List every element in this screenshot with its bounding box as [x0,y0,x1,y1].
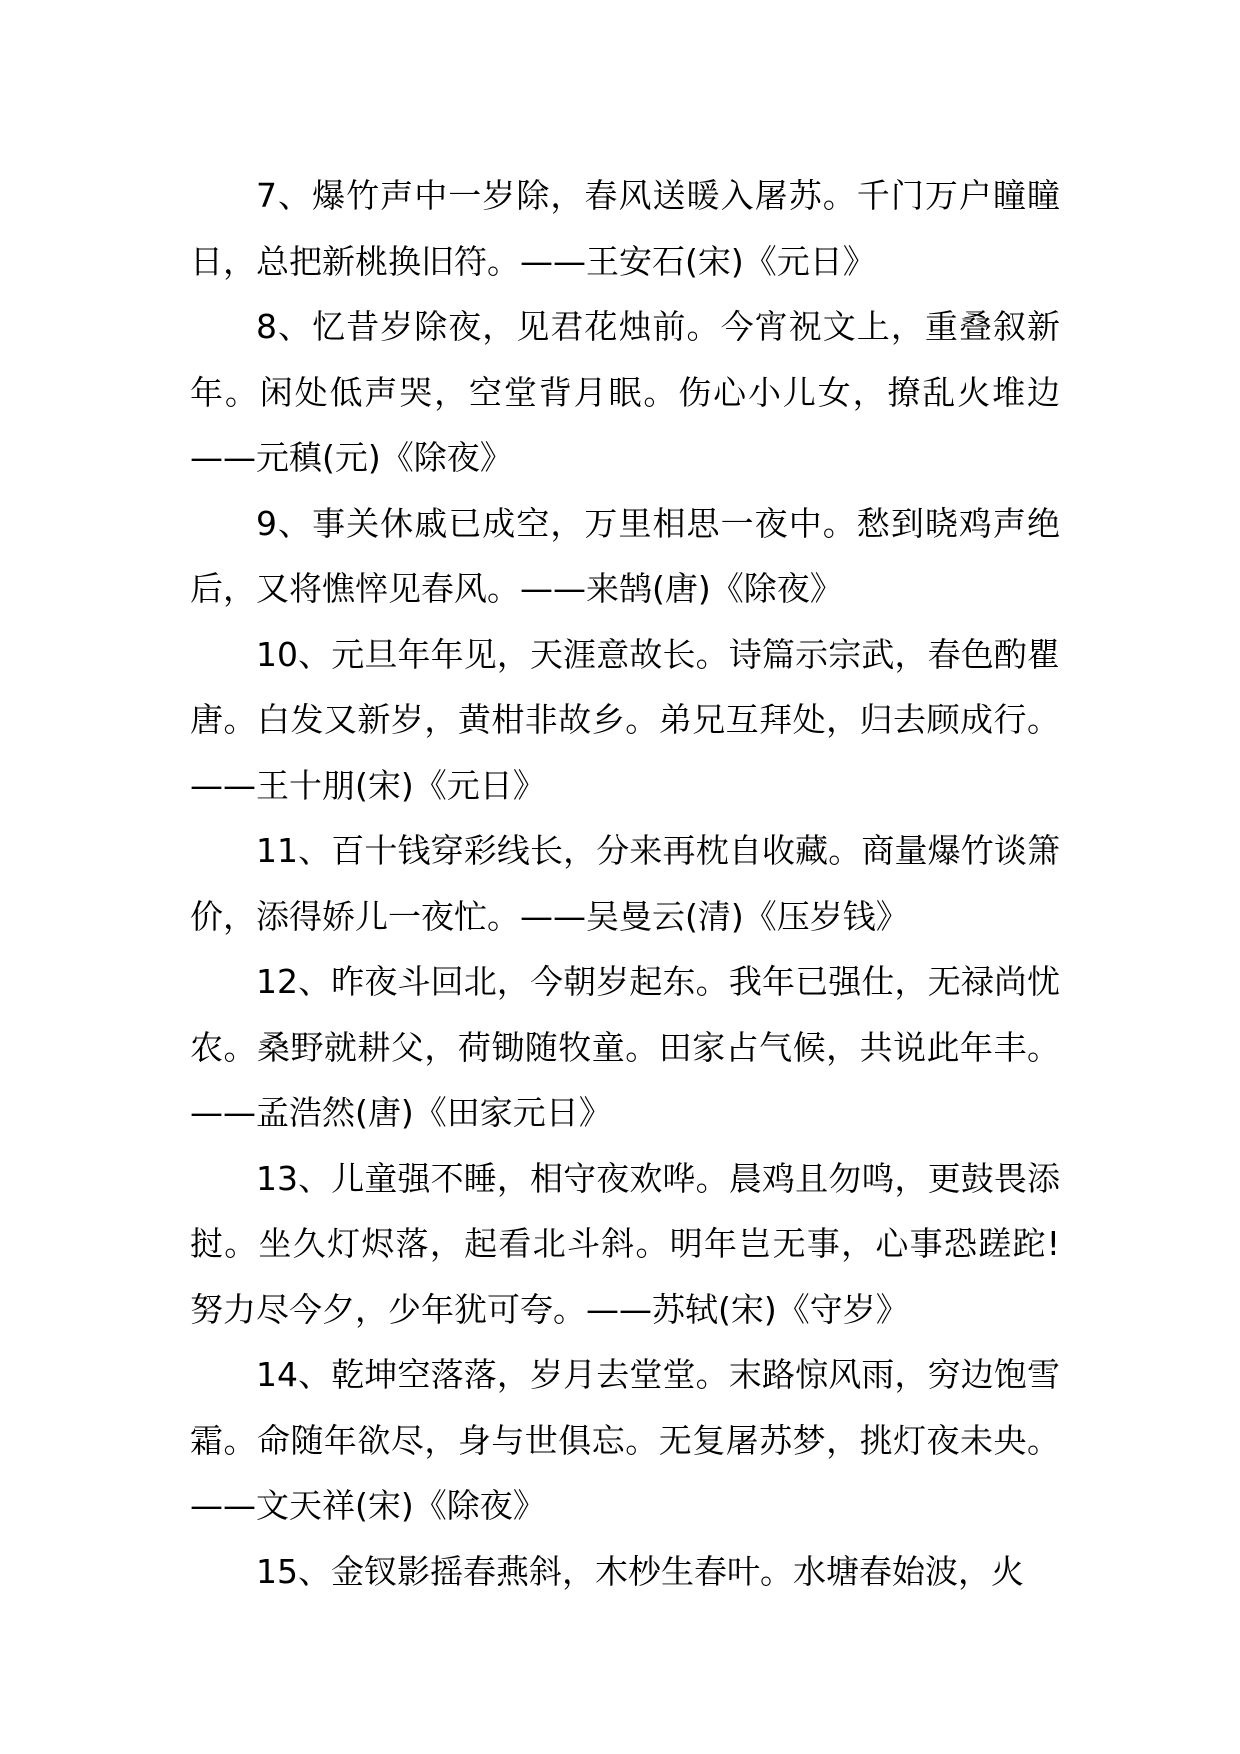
poem-paragraph-14: 14、乾坤空落落，岁月去堂堂。末路惊风雨，穷边饱雪霜。命随年欲尽，身与世俱忘。无复屠苏梦，挑灯夜未央。——文天祥(宋)《除夜》 [190,1355,1060,1525]
poem-paragraph-13: 13、儿童强不睡，相守夜欢哗。晨鸡且勿鸣，更鼓畏添挝。坐久灯烬落，起看北斗斜。明年岂无事，心事恐蹉跎!努力尽今夕，少年犹可夸。——苏轼(宋)《守岁》 [190,1158,1060,1329]
poem-paragraph-9: 9、事关休戚已成空，万里相思一夜中。愁到晓鸡声绝后，又将憔悴见春风。——来鹄(唐)《除夜》 [190,503,1060,608]
document-body [190,163,1060,1604]
poem-paragraph-11: 11、百十钱穿彩线长，分来再枕自收藏。商量爆竹谈箫价，添得娇儿一夜忙。——吴曼云(清)《压岁钱》 [190,831,1060,936]
poem-paragraph-15: 15、金钗影摇春燕斜，木杪生春叶。水塘春始波，火 [256,1551,1024,1591]
poem-paragraph-10: 10、元旦年年见，天涯意故长。诗篇示宗武，春色酌瞿唐。白发又新岁，黄柑非故乡。弟兄互拜处，归去顾成行。——王十朋(宋)《元日》 [190,634,1060,805]
poem-paragraph-12: 12、昨夜斗回北，今朝岁起东。我年已强仕，无禄尚忧农。桑野就耕父，荷锄随牧童。田家占气候，共说此年丰。——孟浩然(唐)《田家元日》 [190,962,1060,1132]
poem-paragraph-8: 8、忆昔岁除夜，见君花烛前。今宵祝文上，重叠叙新年。闲处低声哭，空堂背月眠。伤心小儿女，撩乱火堆边——元稹(元)《除夜》 [190,307,1060,477]
poem-paragraph-7: 7、爆竹声中一岁除，春风送暖入屠苏。千门万户瞳瞳日，总把新桃换旧符。——王安石(宋)《元日》 [190,176,1060,281]
